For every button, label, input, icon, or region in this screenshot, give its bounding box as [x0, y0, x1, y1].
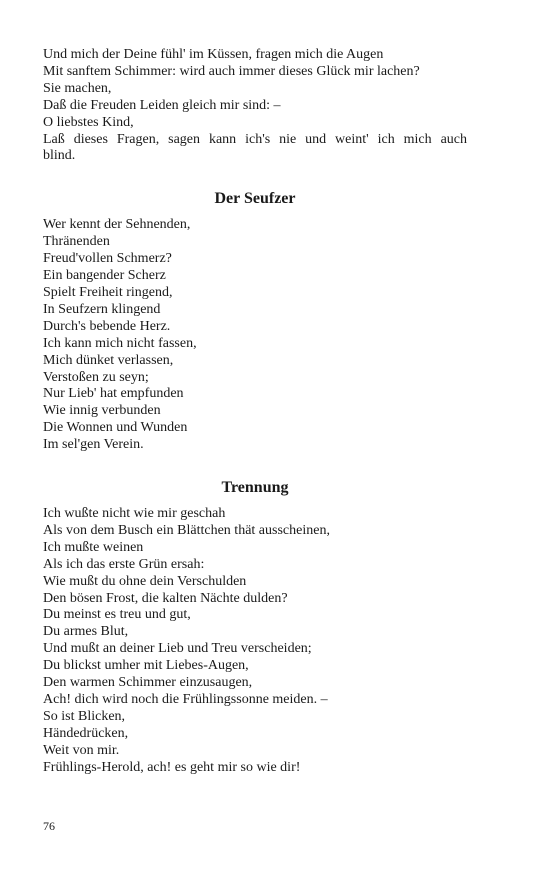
verse-line: Laß dieses Fragen, sagen kann ich's nie und weint' ich mich auch	[43, 131, 467, 147]
poem-title-seufzer: Der Seufzer	[214, 190, 296, 208]
verse-line: Wie mußt du ohne dein Verschulden	[43, 573, 247, 589]
verse-line: Verstoßen zu seyn;	[43, 369, 149, 385]
verse-line: Den bösen Frost, die kalten Nächte dulden?	[43, 590, 288, 606]
verse-line: Nur Lieb' hat empfunden	[43, 386, 184, 402]
verse-line: In Seufzern klingend	[43, 301, 161, 317]
verse-line: Weit von mir.	[43, 742, 120, 758]
verse-line: So ist Blicken,	[43, 708, 126, 724]
poem-trennung	[43, 506, 467, 777]
verse-line: Mit sanftem Schimmer: wird auch immer dieses Glück mir lachen?	[43, 63, 420, 79]
verse-line: Ich mußte weinen	[43, 539, 144, 555]
page-text	[43, 47, 467, 777]
verse-line: Den warmen Schimmer einzusaugen,	[43, 675, 253, 691]
verse-line: Frühlings-Herold, ach! es geht mir so wie dir!	[43, 759, 301, 775]
verse-line: Thränenden	[43, 234, 110, 250]
verse-line: Die Wonnen und Wunden	[43, 420, 188, 436]
intro-stanza	[43, 47, 467, 165]
verse-line: blind.	[43, 148, 76, 164]
poem-seufzer	[43, 217, 467, 454]
verse-line: Spielt Freiheit ringend,	[43, 284, 173, 300]
verse-line: Du blickst umher mit Liebes-Augen,	[43, 658, 249, 674]
verse-line: Und mußt an deiner Lieb und Treu verscheiden;	[43, 641, 312, 657]
verse-line: Ich kann mich nicht fassen,	[43, 335, 197, 351]
verse-line: Als ich das erste Grün ersah:	[43, 556, 205, 572]
verse-line: Du armes Blut,	[43, 624, 129, 640]
verse-line: Durch's bebende Herz.	[43, 318, 171, 334]
poem-title-trennung: Trennung	[221, 479, 289, 497]
verse-line: Wie innig verbunden	[43, 403, 161, 419]
verse-line: Wer kennt der Sehnenden,	[43, 217, 191, 233]
verse-line: Freud'vollen Schmerz?	[43, 251, 172, 267]
page-number: 76	[43, 819, 55, 833]
verse-line: Mich dünket verlassen,	[43, 352, 174, 368]
verse-line: Als von dem Busch ein Blättchen thät ausscheinen,	[43, 522, 330, 538]
verse-line: Und mich der Deine fühl' im Küssen, fragen mich die Augen	[43, 47, 384, 62]
verse-line: Ich wußte nicht wie mir geschah	[43, 506, 226, 522]
verse-line: Händedrücken,	[43, 725, 129, 741]
verse-line: Daß die Freuden Leiden gleich mir sind: –	[43, 97, 281, 113]
verse-line: Ein bangender Scherz	[43, 268, 166, 284]
verse-line: Im sel'gen Verein.	[43, 437, 144, 453]
verse-line: O liebstes Kind,	[43, 114, 134, 130]
verse-line: Du meinst es treu und gut,	[43, 607, 191, 623]
verse-line: Ach! dich wird noch die Frühlingssonne meiden. –	[43, 692, 328, 707]
verse-line: Sie machen,	[43, 80, 112, 96]
